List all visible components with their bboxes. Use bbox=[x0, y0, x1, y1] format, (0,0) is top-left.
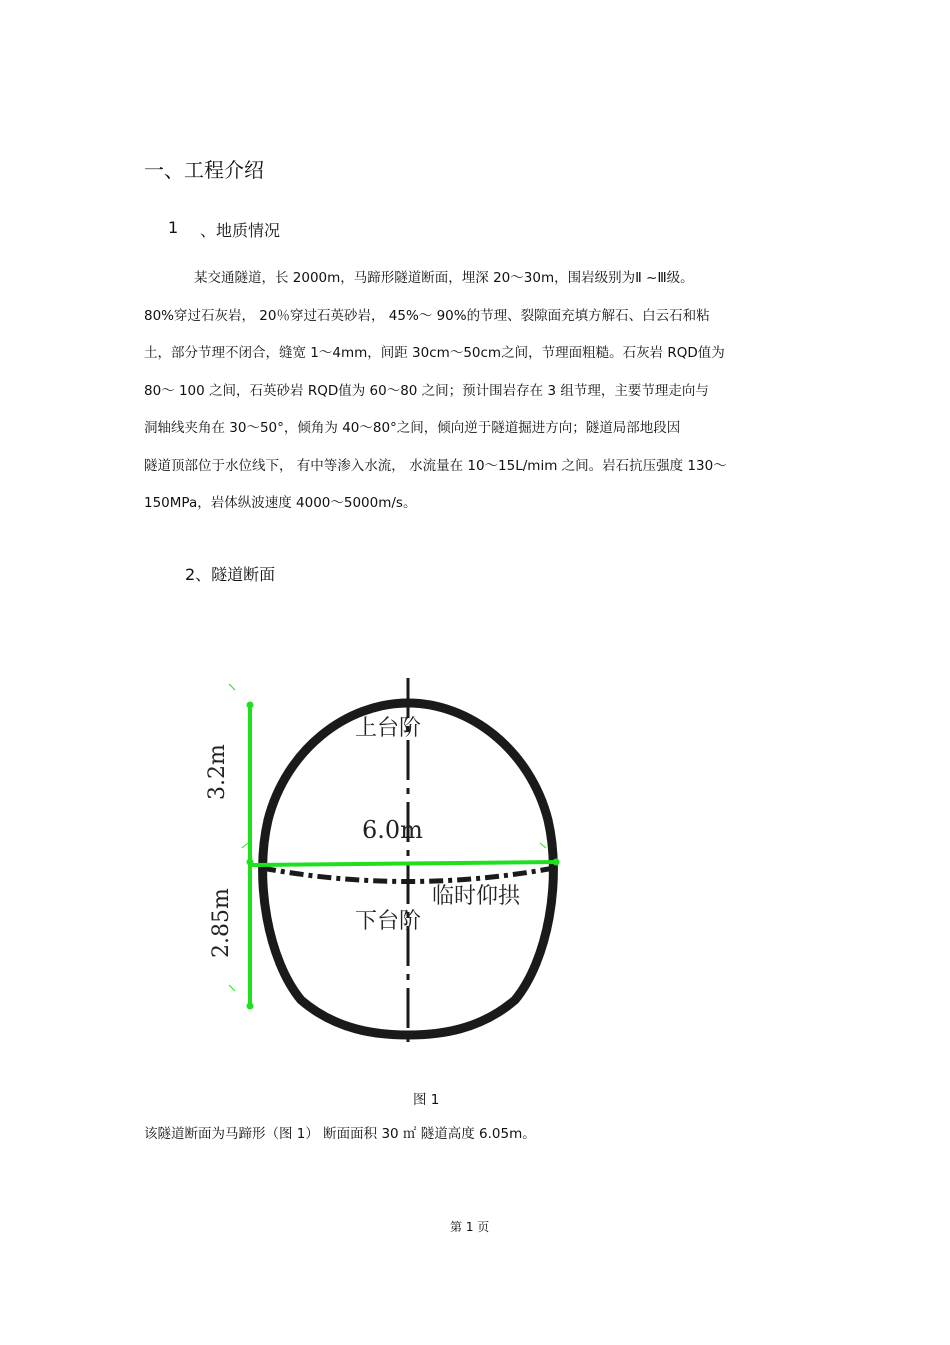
label-upper-bench: 上台阶 bbox=[355, 716, 422, 741]
dimension-endpoint bbox=[247, 1003, 254, 1010]
tick-mark bbox=[229, 684, 235, 690]
label-width: 6.0m bbox=[362, 816, 423, 844]
page-footer: 第 1 页 bbox=[450, 1220, 490, 1234]
label-lower-height: 2.85m bbox=[209, 888, 234, 958]
paragraph-line: 某交通隧道，长 2000m，马蹄形隧道断面，埋深 20～30m，围岩级别为Ⅱ ~Ⅲ级。 bbox=[194, 270, 694, 286]
subsection-title-section: 2、隧道断面 bbox=[185, 565, 276, 584]
tick-mark bbox=[229, 985, 235, 991]
paragraph-line: 土，部分节理不闭合，缝宽 1～4mm，间距 30cm～50cm之间，节理面粗糙。石灰岩 RQD值为 bbox=[144, 345, 725, 361]
tick-mark bbox=[242, 843, 248, 848]
section-title: 一、工程介绍 bbox=[144, 158, 264, 182]
subsection-title-geology: 、地质情况 bbox=[200, 221, 281, 240]
dimension-endpoint bbox=[247, 702, 254, 709]
label-upper-height: 3.2m bbox=[205, 744, 230, 800]
dimension-endpoint bbox=[553, 859, 560, 866]
paragraph-line: 80%穿过石灰岩， 20％穿过石英砂岩， 45%～ 90%的节理、裂隙面充填方解石、白云石和粘 bbox=[144, 307, 710, 324]
width-dimension-line bbox=[250, 862, 556, 865]
paragraph-line: 隧道顶部位于水位线下， 有中等渗入水流， 水流量在 10～15L/mim 之间。岩石抗压强度 130～ bbox=[144, 457, 727, 474]
label-lower-bench: 下台阶 bbox=[355, 909, 422, 934]
section-description: 该隧道断面为马蹄形（图 1） 断面面积 30 ㎡ 隧道高度 6.05m。 bbox=[144, 1126, 536, 1142]
paragraph-line: 洞轴线夹角在 30～50°，倾角为 40～80°之间，倾向逆于隧道掘进方向；隧道局部地段因 bbox=[144, 420, 681, 436]
subsection-number: 1 bbox=[168, 218, 179, 237]
dimension-endpoint bbox=[247, 859, 254, 866]
label-temporary-invert: 临时仰拱 bbox=[432, 884, 521, 909]
paragraph-line: 80～ 100 之间，石英砂岩 RQD值为 60～80 之间；预计围岩存在 3 组节理，主要节理走向与 bbox=[144, 382, 709, 399]
paragraph-line: 150MPa，岩体纵波速度 4000～5000m/s。 bbox=[144, 495, 417, 511]
figure-caption: 图 1 bbox=[413, 1092, 440, 1108]
